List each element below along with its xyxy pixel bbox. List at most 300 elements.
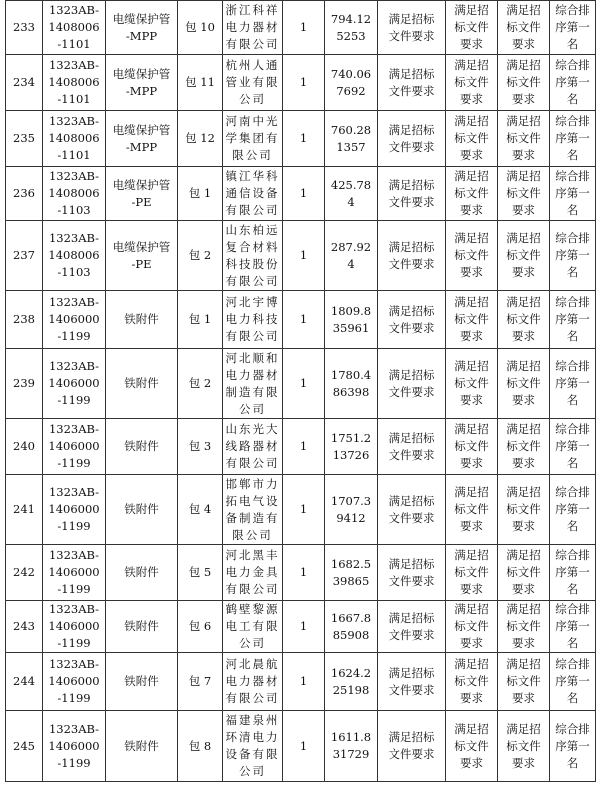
bid-price-line: 740.06 xyxy=(330,66,372,81)
review-result-2-line: 要求 xyxy=(460,519,483,533)
ranking-result-cell xyxy=(550,167,596,221)
review-result-1-line: 满足招标 xyxy=(388,239,435,254)
review-result-1-line: 文件要求 xyxy=(388,83,435,98)
review-result-2-line: 满足招 xyxy=(454,721,489,736)
material-name-line: 铁附件 xyxy=(124,674,159,688)
package-number-line: 包 3 xyxy=(188,439,212,453)
bid-price-cell xyxy=(325,55,378,111)
review-result-3-cell xyxy=(498,419,550,475)
supplier-name-cell xyxy=(223,55,283,111)
ranking-result-line: 综合排 xyxy=(555,58,590,72)
supplier-name-cell xyxy=(223,1,283,55)
bid-price-cell xyxy=(325,711,378,782)
review-result-3-line: 满足招 xyxy=(506,295,541,309)
ranking-result-line: 名 xyxy=(566,92,579,106)
row-number-line: 240 xyxy=(13,439,35,453)
bid-price-line: 85908 xyxy=(332,627,370,642)
review-result-1-cell xyxy=(378,111,446,167)
supplier-name-line: 镇江华科 xyxy=(225,169,280,183)
review-result-3-line: 标文件 xyxy=(506,376,541,390)
material-code-line: 1323AB- xyxy=(48,548,100,562)
table-row xyxy=(6,711,596,782)
ranking-result-line: 综合排 xyxy=(555,657,590,671)
bid-price-line: 287.92 xyxy=(330,239,372,254)
quantity-line: 1 xyxy=(299,738,308,753)
row-number-line: 237 xyxy=(13,248,35,262)
review-result-3-line: 标文件 xyxy=(506,619,541,633)
review-result-3-cell xyxy=(498,601,550,653)
supplier-name-cell xyxy=(223,111,283,167)
material-code-cell xyxy=(43,601,106,653)
review-result-3-cell xyxy=(498,167,550,221)
ranking-result-cell xyxy=(550,291,596,349)
row-number-line: 244 xyxy=(13,674,35,688)
bid-price-cell xyxy=(325,167,378,221)
supplier-name-cell xyxy=(223,545,283,601)
bid-price-line: 39865 xyxy=(332,573,370,588)
review-result-2-line: 满足招 xyxy=(454,485,489,499)
review-result-3-line: 满足招 xyxy=(506,657,541,671)
ranking-result-line: 综合排 xyxy=(555,231,590,245)
review-result-1-line: 满足招标 xyxy=(388,367,435,382)
quantity-line: 1 xyxy=(299,20,308,34)
review-result-1-cell xyxy=(378,601,446,653)
material-code-line: 1323AB- xyxy=(48,169,100,183)
review-result-3-line: 标文件 xyxy=(506,312,541,326)
review-result-2-cell xyxy=(446,167,498,221)
ranking-result-line: 序第一 xyxy=(555,376,590,390)
material-code-cell xyxy=(43,55,106,111)
material-code-line: 1406000 xyxy=(48,502,100,516)
ranking-result-line: 序第一 xyxy=(555,75,590,89)
review-result-2-line: 要求 xyxy=(460,148,483,162)
review-result-1-line: 文件要求 xyxy=(388,139,435,154)
review-result-2-line: 满足招 xyxy=(454,422,489,436)
supplier-name-line: 限公司 xyxy=(232,527,273,542)
review-result-3-line: 标文件 xyxy=(506,674,541,688)
review-result-2-cell xyxy=(446,291,498,349)
review-result-2-line: 满足招 xyxy=(454,3,489,17)
table-row xyxy=(6,601,596,653)
review-result-2-line: 满足招 xyxy=(454,169,489,183)
row-number-cell xyxy=(6,711,43,782)
review-result-3-line: 标文件 xyxy=(506,131,541,145)
supplier-name-line: 山东柏远 xyxy=(225,222,280,237)
supplier-name-line: 鹤壁黎源 xyxy=(225,602,280,616)
review-result-2-line: 满足招 xyxy=(454,548,489,562)
bid-price-line: 9412 xyxy=(336,510,366,525)
supplier-name-line: 河南中光 xyxy=(225,114,280,128)
review-result-1-line: 文件要求 xyxy=(388,573,435,588)
bid-price-cell xyxy=(325,653,378,711)
review-result-1-line: 满足招标 xyxy=(388,493,435,508)
quantity-cell xyxy=(283,545,325,601)
ranking-result-line: 名 xyxy=(566,519,579,533)
review-result-2-line: 要求 xyxy=(460,329,483,343)
review-result-3-line: 标文件 xyxy=(506,248,541,262)
ranking-result-line: 名 xyxy=(566,37,579,51)
bid-price-line: 1624.2 xyxy=(330,665,372,680)
row-number-cell xyxy=(6,291,43,349)
supplier-name-line: 河北黑丰 xyxy=(225,548,280,562)
ranking-result-cell xyxy=(550,419,596,475)
material-code-line: 1323AB- xyxy=(48,721,100,736)
material-name-line: -PE xyxy=(131,256,152,271)
ranking-result-cell xyxy=(550,545,596,601)
package-number-line: 包 2 xyxy=(188,248,212,262)
bid-price-cell xyxy=(325,545,378,601)
review-result-1-cell xyxy=(378,653,446,711)
material-code-cell xyxy=(43,167,106,221)
package-number-line: 包 11 xyxy=(185,75,215,89)
review-result-3-line: 标文件 xyxy=(506,565,541,579)
review-result-1-line: 文件要求 xyxy=(388,256,435,271)
row-number-cell xyxy=(6,475,43,545)
bid-price-line: 1751.2 xyxy=(330,430,372,445)
review-result-3-line: 要求 xyxy=(512,456,535,470)
bid-price-line: 35961 xyxy=(332,320,370,335)
review-result-2-line: 要求 xyxy=(460,755,483,770)
table-row xyxy=(6,221,596,291)
review-result-3-line: 满足招 xyxy=(506,3,541,17)
supplier-name-line: 科技股份 xyxy=(225,256,280,271)
supplier-name-line: 公司 xyxy=(239,92,266,106)
row-number-line: 242 xyxy=(13,565,35,579)
row-number-line: 245 xyxy=(13,738,35,753)
review-result-3-line: 满足招 xyxy=(506,721,541,736)
bid-price-cell xyxy=(325,475,378,545)
material-name-line: 电缆保护管 xyxy=(112,122,171,137)
review-result-3-line: 满足招 xyxy=(506,602,541,616)
ranking-result-line: 名 xyxy=(566,582,579,596)
ranking-result-line: 序第一 xyxy=(555,619,590,633)
supplier-name-line: 线路器材 xyxy=(225,439,280,453)
ranking-result-line: 综合排 xyxy=(555,169,590,183)
material-code-cell xyxy=(43,349,106,419)
review-result-2-line: 满足招 xyxy=(454,657,489,671)
ranking-result-line: 综合排 xyxy=(555,422,590,436)
row-number-cell xyxy=(6,167,43,221)
row-number-line: 243 xyxy=(13,619,35,633)
review-result-3-line: 要求 xyxy=(512,203,535,217)
ranking-result-line: 综合排 xyxy=(555,359,590,373)
material-code-line: 1323AB- xyxy=(48,295,100,309)
bid-result-table xyxy=(5,0,596,782)
review-result-2-line: 标文件 xyxy=(454,502,489,516)
material-name-cell xyxy=(106,653,178,711)
quantity-cell xyxy=(283,1,325,55)
review-result-2-line: 满足招 xyxy=(454,602,489,616)
quantity-cell xyxy=(283,111,325,167)
review-result-1-line: 满足招标 xyxy=(388,66,435,81)
package-number-line: 包 6 xyxy=(188,619,212,633)
review-result-3-line: 要求 xyxy=(512,92,535,106)
row-number-line: 238 xyxy=(13,312,35,326)
review-result-3-cell xyxy=(498,291,550,349)
review-result-2-cell xyxy=(446,653,498,711)
bid-price-line: 13726 xyxy=(332,447,370,462)
review-result-3-line: 要求 xyxy=(512,329,535,343)
review-result-2-line: 标文件 xyxy=(454,20,489,34)
package-number-line: 包 8 xyxy=(188,738,212,753)
supplier-name-line: 有限公司 xyxy=(225,456,280,470)
ranking-result-cell xyxy=(550,221,596,291)
review-result-1-line: 文件要求 xyxy=(388,510,435,525)
bid-price-cell xyxy=(325,419,378,475)
material-name-line: 电缆保护管 xyxy=(112,66,171,81)
material-code-line: -1101 xyxy=(57,37,91,51)
bid-price-line: 1667.8 xyxy=(330,610,372,625)
ranking-result-cell xyxy=(550,349,596,419)
supplier-name-line: 浙江科祥 xyxy=(225,3,280,17)
material-code-line: -1199 xyxy=(57,393,91,407)
review-result-2-cell xyxy=(446,475,498,545)
material-name-cell xyxy=(106,1,178,55)
material-code-line: -1199 xyxy=(57,456,91,470)
table-row xyxy=(6,291,596,349)
material-name-cell xyxy=(106,111,178,167)
supplier-name-cell xyxy=(223,475,283,545)
review-result-1-line: 满足招标 xyxy=(388,556,435,571)
review-result-1-line: 满足招标 xyxy=(388,665,435,680)
bid-price-line: 25198 xyxy=(332,682,370,697)
material-code-line: -1103 xyxy=(57,265,91,279)
ranking-result-cell xyxy=(550,1,596,55)
material-code-line: -1199 xyxy=(57,755,91,770)
material-name-line: -MPP xyxy=(125,83,158,98)
row-number-line: 236 xyxy=(13,186,35,200)
package-number-line: 包 5 xyxy=(188,565,212,579)
quantity-line: 1 xyxy=(299,565,308,579)
ranking-result-line: 序第一 xyxy=(555,186,590,200)
review-result-2-line: 标文件 xyxy=(454,738,489,753)
material-name-cell xyxy=(106,167,178,221)
review-result-2-cell xyxy=(446,711,498,782)
material-code-line: -1101 xyxy=(57,92,91,106)
material-code-line: 1408006 xyxy=(48,186,100,200)
ranking-result-line: 综合排 xyxy=(555,3,590,17)
supplier-name-line: 电力科技 xyxy=(225,312,280,326)
material-code-cell xyxy=(43,475,106,545)
package-number-cell xyxy=(178,475,223,545)
bid-price-line: 86398 xyxy=(332,384,370,399)
review-result-2-line: 标文件 xyxy=(454,439,489,453)
quantity-line: 1 xyxy=(299,376,308,390)
ranking-result-line: 名 xyxy=(566,203,579,217)
quantity-line: 1 xyxy=(299,619,308,633)
review-result-1-line: 文件要求 xyxy=(388,682,435,697)
supplier-name-line: 杭州人通 xyxy=(225,58,280,72)
review-result-2-line: 要求 xyxy=(460,691,483,705)
package-number-cell xyxy=(178,419,223,475)
review-result-2-line: 满足招 xyxy=(454,114,489,128)
quantity-cell xyxy=(283,711,325,782)
table-row xyxy=(6,167,596,221)
ranking-result-line: 序第一 xyxy=(555,738,590,753)
material-name-cell xyxy=(106,221,178,291)
review-result-1-line: 满足招标 xyxy=(388,610,435,625)
ranking-result-line: 序第一 xyxy=(555,565,590,579)
review-result-3-cell xyxy=(498,653,550,711)
review-result-2-line: 标文件 xyxy=(454,131,489,145)
bid-price-cell xyxy=(325,291,378,349)
material-code-line: 1406000 xyxy=(48,619,100,633)
material-code-line: 1323AB- xyxy=(48,657,100,671)
bid-price-line: 1682.5 xyxy=(330,556,372,571)
material-code-line: 1406000 xyxy=(48,738,100,753)
review-result-1-line: 满足招标 xyxy=(388,303,435,318)
material-name-cell xyxy=(106,601,178,653)
supplier-name-cell xyxy=(223,711,283,782)
supplier-name-cell xyxy=(223,221,283,291)
quantity-line: 1 xyxy=(299,186,308,200)
package-number-line: 包 7 xyxy=(188,674,212,688)
ranking-result-cell xyxy=(550,711,596,782)
review-result-1-line: 满足招标 xyxy=(388,730,435,744)
package-number-cell xyxy=(178,1,223,55)
supplier-name-line: 福建泉州 xyxy=(225,713,280,727)
package-number-cell xyxy=(178,653,223,711)
row-number-line: 235 xyxy=(13,131,35,145)
review-result-1-line: 满足招标 xyxy=(388,122,435,137)
ranking-result-line: 名 xyxy=(566,148,579,162)
quantity-cell xyxy=(283,349,325,419)
row-number-cell xyxy=(6,55,43,111)
review-result-2-line: 标文件 xyxy=(454,565,489,579)
package-number-cell xyxy=(178,55,223,111)
table-row xyxy=(6,419,596,475)
table-row xyxy=(6,545,596,601)
supplier-name-line: 山东光大 xyxy=(225,422,280,436)
package-number-cell xyxy=(178,221,223,291)
ranking-result-line: 名 xyxy=(566,755,579,770)
material-code-line: 1323AB- xyxy=(48,485,100,499)
material-code-line: -1199 xyxy=(57,519,91,533)
material-code-line: -1103 xyxy=(57,203,91,217)
supplier-name-line: 拓电气设 xyxy=(225,493,280,508)
material-code-cell xyxy=(43,111,106,167)
review-result-2-cell xyxy=(446,221,498,291)
review-result-3-cell xyxy=(498,221,550,291)
ranking-result-line: 综合排 xyxy=(555,602,590,616)
review-result-1-line: 满足招标 xyxy=(388,177,435,192)
review-result-3-line: 要求 xyxy=(512,636,535,650)
review-result-1-line: 文件要求 xyxy=(388,447,435,462)
ranking-result-cell xyxy=(550,653,596,711)
review-result-3-line: 要求 xyxy=(512,393,535,407)
review-result-1-line: 文件要求 xyxy=(388,627,435,642)
review-result-3-line: 要求 xyxy=(512,37,535,51)
review-result-1-cell xyxy=(378,291,446,349)
review-result-2-line: 满足招 xyxy=(454,295,489,309)
quantity-line: 1 xyxy=(299,502,308,516)
review-result-3-line: 满足招 xyxy=(506,114,541,128)
material-code-line: 1323AB- xyxy=(48,359,100,373)
row-number-cell xyxy=(6,1,43,55)
material-name-cell xyxy=(106,711,178,782)
review-result-2-line: 标文件 xyxy=(454,186,489,200)
package-number-line: 包 12 xyxy=(185,131,215,145)
material-code-cell xyxy=(43,653,106,711)
ranking-result-line: 序第一 xyxy=(555,248,590,262)
material-code-cell xyxy=(43,419,106,475)
review-result-3-line: 要求 xyxy=(512,519,535,533)
ranking-result-cell xyxy=(550,55,596,111)
ranking-result-line: 综合排 xyxy=(555,114,590,128)
ranking-result-line: 序第一 xyxy=(555,131,590,145)
bid-price-line: 794.12 xyxy=(330,11,372,26)
material-code-line: 1323AB- xyxy=(48,422,100,436)
package-number-line: 包 2 xyxy=(188,376,212,390)
bid-price-line: 5253 xyxy=(336,28,366,43)
row-number-cell xyxy=(6,221,43,291)
review-result-3-line: 标文件 xyxy=(506,502,541,516)
review-result-3-line: 要求 xyxy=(512,148,535,162)
review-result-3-line: 要求 xyxy=(512,265,535,279)
material-code-line: -1199 xyxy=(57,582,91,596)
bid-price-line: 1780.4 xyxy=(330,367,372,382)
supplier-name-cell xyxy=(223,349,283,419)
review-result-3-line: 满足招 xyxy=(506,422,541,436)
supplier-name-cell xyxy=(223,167,283,221)
supplier-name-line: 环清电力 xyxy=(225,730,280,744)
review-result-1-cell xyxy=(378,55,446,111)
table-body xyxy=(6,1,596,782)
review-result-3-line: 满足招 xyxy=(506,169,541,183)
supplier-name-line: 电力器材 xyxy=(225,367,280,382)
row-number-line: 241 xyxy=(13,502,35,516)
material-name-line: 铁附件 xyxy=(124,502,159,516)
review-result-1-cell xyxy=(378,167,446,221)
review-result-3-line: 标文件 xyxy=(506,20,541,34)
supplier-name-line: 公司 xyxy=(239,401,266,416)
material-name-line: 铁附件 xyxy=(124,565,159,579)
review-result-2-line: 要求 xyxy=(460,203,483,217)
review-result-2-cell xyxy=(446,349,498,419)
review-result-1-line: 文件要求 xyxy=(388,320,435,335)
ranking-result-line: 序第一 xyxy=(555,502,590,516)
quantity-line: 1 xyxy=(299,131,308,145)
review-result-1-cell xyxy=(378,349,446,419)
material-code-line: 1408006 xyxy=(48,75,100,89)
quantity-line: 1 xyxy=(299,312,308,326)
row-number-cell xyxy=(6,349,43,419)
material-code-line: 1406000 xyxy=(48,376,100,390)
ranking-result-line: 名 xyxy=(566,456,579,470)
material-code-line: 1408006 xyxy=(48,131,100,145)
ranking-result-line: 序第一 xyxy=(555,439,590,453)
bid-price-line: 4 xyxy=(347,256,355,271)
material-name-line: -MPP xyxy=(125,139,158,154)
bid-price-line: 1809.8 xyxy=(330,303,372,318)
row-number-cell xyxy=(6,419,43,475)
supplier-name-line: 制造有限 xyxy=(225,384,280,399)
material-code-line: 1406000 xyxy=(48,565,100,579)
material-name-cell xyxy=(106,545,178,601)
ranking-result-line: 序第一 xyxy=(555,20,590,34)
material-name-line: 铁附件 xyxy=(124,738,159,753)
quantity-cell xyxy=(283,475,325,545)
ranking-result-line: 序第一 xyxy=(555,674,590,688)
review-result-2-line: 标文件 xyxy=(454,376,489,390)
review-result-2-line: 要求 xyxy=(460,393,483,407)
package-number-line: 包 1 xyxy=(188,312,212,326)
review-result-3-line: 要求 xyxy=(512,755,535,770)
supplier-name-line: 电工有限 xyxy=(225,619,280,633)
package-number-line: 包 1 xyxy=(188,186,212,200)
review-result-2-line: 标文件 xyxy=(454,674,489,688)
review-result-3-line: 满足招 xyxy=(506,359,541,373)
